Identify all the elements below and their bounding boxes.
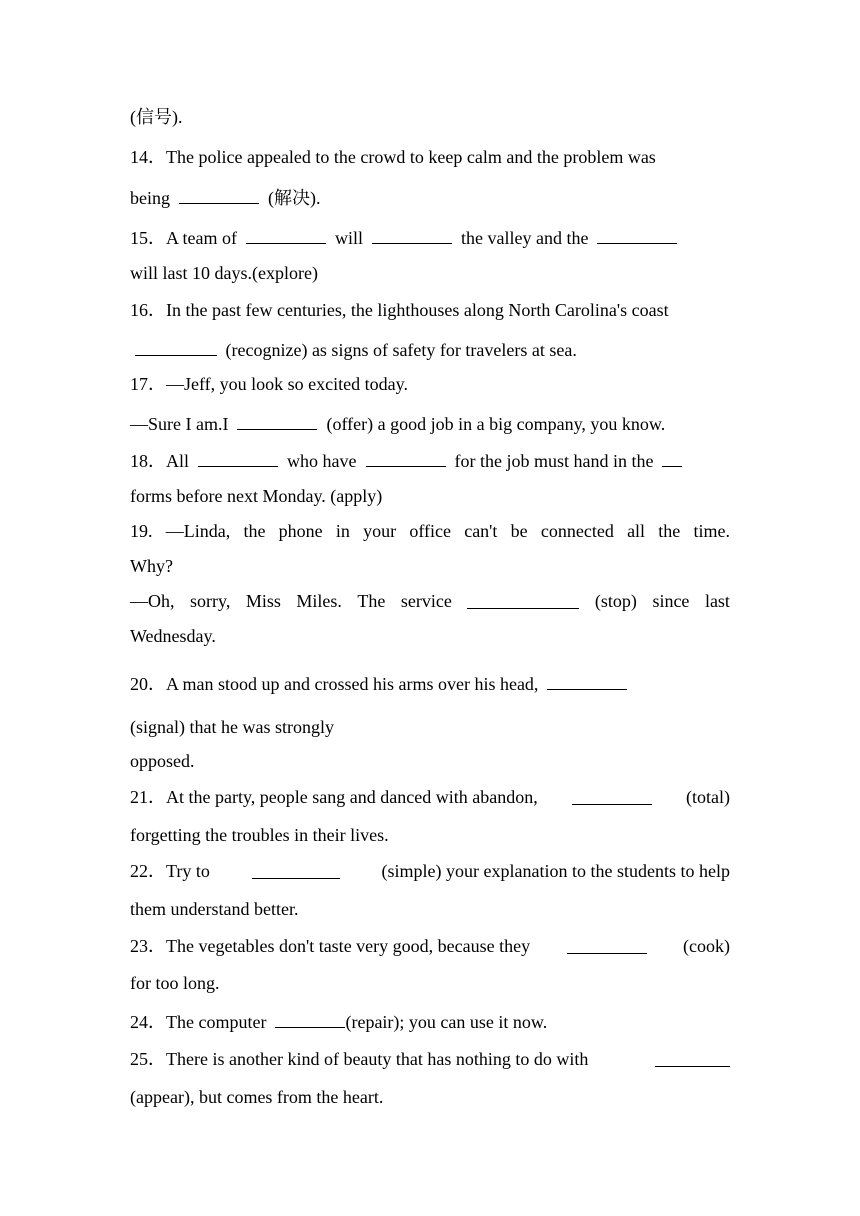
- q18-line1: 18．All who have for the job must hand in the: [130, 448, 730, 472]
- q19-line1: 19. —Linda, the phone in your office can't be connected all the time.: [130, 521, 730, 541]
- q18-line2: forms before next Monday. (apply): [130, 486, 383, 506]
- q25-line2: (appear), but comes from the heart.: [130, 1087, 384, 1107]
- q19-line4: Wednesday.: [130, 626, 216, 646]
- q23-line2: for too long.: [130, 973, 220, 993]
- q20-line1: 20．A man stood up and crossed his arms over his head,: [130, 671, 730, 695]
- q20-line3: opposed.: [130, 751, 195, 771]
- answer-blank[interactable]: [246, 225, 326, 244]
- answer-blank[interactable]: [597, 225, 677, 244]
- q15-line2: will last 10 days.(explore): [130, 263, 318, 283]
- q14-line2: being (解决).: [130, 185, 730, 209]
- q16-line2: (recognize) as signs of safety for travelers at sea.: [130, 337, 730, 361]
- q19-line3: —Oh, sorry, Miss Miles. The service (stop) since last: [130, 591, 730, 611]
- q17-line2: —Sure I am.I (offer) a good job in a big company, you know.: [130, 411, 730, 435]
- answer-blank[interactable]: [135, 337, 217, 356]
- q19-line2: Why?: [130, 556, 173, 576]
- answer-blank[interactable]: [252, 860, 340, 879]
- answer-blank[interactable]: [275, 1009, 345, 1028]
- answer-blank[interactable]: [372, 225, 452, 244]
- q22-line2: them understand better.: [130, 899, 299, 919]
- answer-blank[interactable]: [572, 786, 652, 805]
- answer-blank[interactable]: [467, 590, 579, 609]
- answer-blank[interactable]: [655, 1048, 730, 1067]
- q17-line1: 17．—Jeff, you look so excited today.: [130, 374, 408, 394]
- answer-blank[interactable]: [179, 185, 259, 204]
- q25-line1: 25．There is another kind of beauty that has nothing to do with: [130, 1048, 730, 1070]
- q24-line1: 24．The computer (repair); you can use it now.: [130, 1009, 730, 1033]
- q23-line1: 23．The vegetables don't taste very good, because they (cook): [130, 936, 730, 956]
- answer-blank[interactable]: [567, 935, 647, 954]
- answer-blank[interactable]: [547, 671, 627, 690]
- answer-blank[interactable]: [237, 411, 317, 430]
- q14-line1: 14．The police appealed to the crowd to keep calm and the problem was: [130, 147, 656, 167]
- q15-line1: 15．A team of will the valley and the: [130, 225, 730, 249]
- q20-line2: (signal) that he was strongly: [130, 717, 334, 737]
- answer-blank[interactable]: [366, 448, 446, 467]
- q21-line1: 21．At the party, people sang and danced with abandon, (total): [130, 787, 730, 807]
- q16-line1: 16．In the past few centuries, the lighthouses along North Carolina's coast: [130, 300, 669, 320]
- answer-blank[interactable]: [198, 448, 278, 467]
- q13-tail: (信号).: [130, 107, 183, 127]
- answer-blank[interactable]: [662, 448, 682, 467]
- q22-line1: 22．Try to (simple) your explanation to the students to help: [130, 861, 730, 881]
- q21-line2: forgetting the troubles in their lives.: [130, 825, 389, 845]
